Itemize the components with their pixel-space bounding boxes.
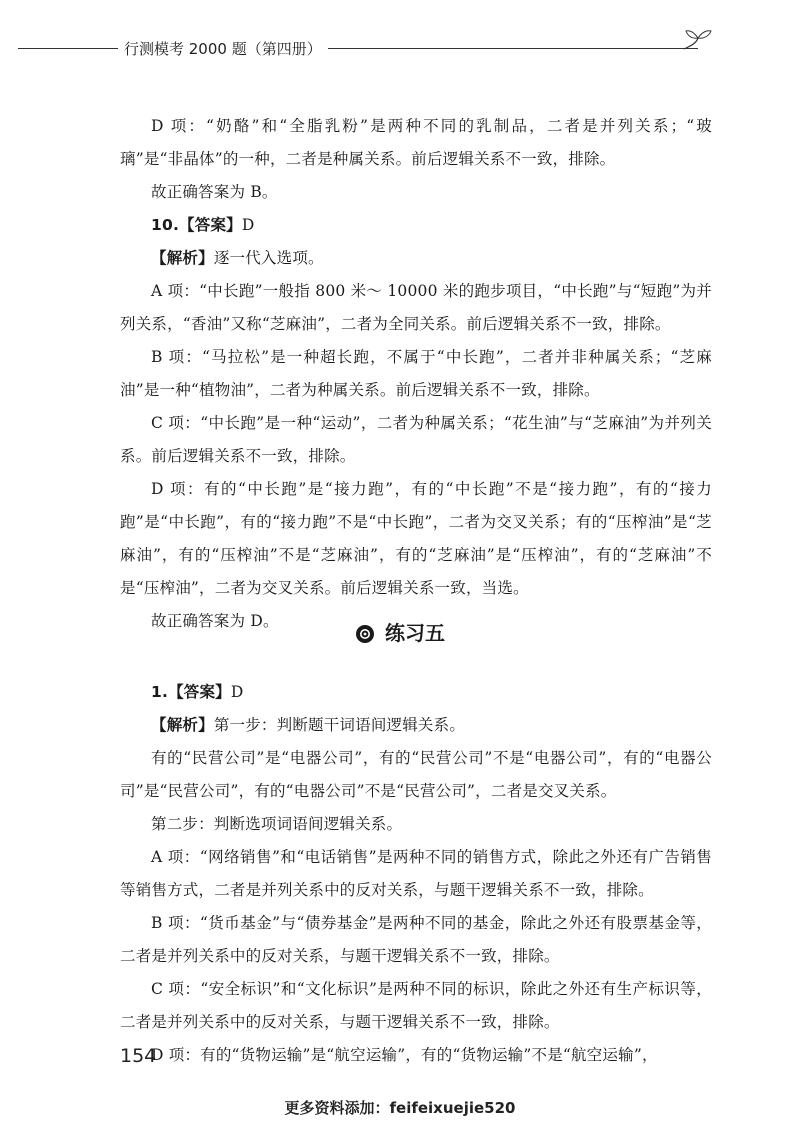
answer-block-1 [120,110,712,638]
answer-line: 10.【答案】D [151,216,255,234]
flower-badge-icon [355,624,375,644]
leaf-ornament-icon [680,22,716,52]
section-heading [0,617,800,646]
section-title: 练习五 [385,621,445,645]
paragraph: A 项：“中长跑”一般指 800 米～ 10000 米的跑步项目，“中长跑”与“短跑”为并列关系，“香油”又称“芝麻油”，二者为全同关系。前后逻辑关系不一致，排除。 [120,282,712,333]
analysis-line: 【解析】逐一代入选项。 [151,249,324,267]
paragraph: D 项：有的“中长跑”是“接力跑”，有的“中长跑”不是“接力跑”，有的“接力跑”是“中长跑”，有的“接力跑”不是“中长跑”，二者为交叉关系；有的“压榨油”是“芝麻油”，有的“压榨油”不是“芝麻油”，有的“芝麻油”是“压榨油”，有的“芝麻油”不是“压榨油”，二者为交叉关系。前后逻辑关系一致，当选。 [120,480,712,597]
analysis-line: 【解析】第一步：判断题干词语间逻辑关系。 [151,716,466,734]
paragraph: C 项：“中长跑”是一种“运动”，二者为种属关系；“花生油”与“芝麻油”为并列关系。前后逻辑关系不一致，排除。 [120,414,712,465]
paragraph: A 项：“网络销售”和“电话销售”是两种不同的销售方式，除此之外还有广告销售等销售方式，二者是并列关系中的反对关系，与题干逻辑关系不一致，排除。 [120,848,712,899]
answer-block-2 [120,676,712,1072]
paragraph: D 项：有的“货物运输”是“航空运输”，有的“货物运输”不是“航空运输”， [151,1046,658,1064]
paragraph: C 项：“安全标识”和“文化标识”是两种不同的标识，除此之外还有生产标识等，二者是并列关系中的反对关系，与题干逻辑关系不一致，排除。 [120,980,712,1031]
page-number: 154 [120,1045,157,1067]
paragraph: 故正确答案为 D。 [151,612,279,630]
paragraph: 有的“民营公司”是“电器公司”，有的“民营公司”不是“电器公司”，有的“电器公司”是“民营公司”，有的“电器公司”不是“民营公司”，二者是交叉关系。 [120,749,712,800]
running-title: 行测模考 2000 题（第四册） [118,38,328,59]
paragraph: 故正确答案为 B。 [151,183,278,201]
answer-line: 1.【答案】D [151,683,244,701]
paragraph: 第二步：判断选项词语间逻辑关系。 [151,815,403,833]
paragraph: B 项：“马拉松”是一种超长跑，不属于“中长跑”，二者并非种属关系；“芝麻油”是一种“植物油”，二者为种属关系。前后逻辑关系不一致，排除。 [120,348,712,399]
watermark-text: 更多资料添加：feifeixuejie520 [284,1099,516,1117]
paragraph: D 项：“奶酪”和“全脂乳粉”是两种不同的乳制品，二者是并列关系；“玻璃”是“非晶体”的一种，二者是种属关系。前后逻辑关系不一致，排除。 [120,117,712,168]
paragraph: B 项：“货币基金”与“债券基金”是两种不同的基金，除此之外还有股票基金等，二者是并列关系中的反对关系，与题干逻辑关系不一致，排除。 [120,914,712,965]
